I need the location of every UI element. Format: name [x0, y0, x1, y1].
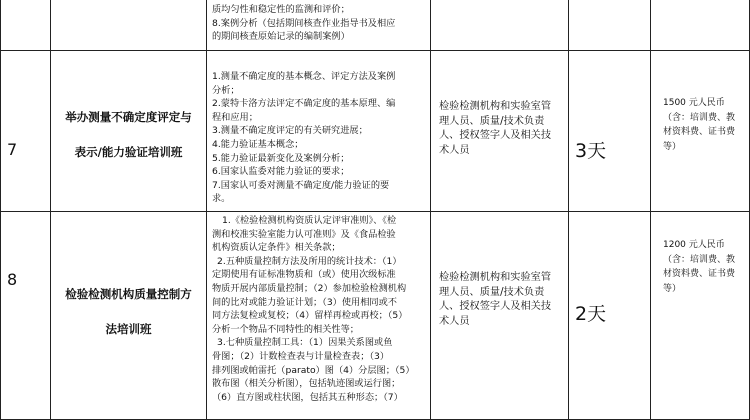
content-line: 2.五种质量控制方法及所用的统计技术：（1）	[217, 255, 402, 267]
fee-line: 1200 元人民币	[663, 240, 725, 250]
course-name-line: 表示/能力验证培训班	[74, 145, 183, 159]
content-line: 的期间核查原始记录的编制案例）	[212, 31, 350, 43]
course-fee	[663, 96, 747, 154]
course-duration: 2天	[575, 303, 607, 325]
target-audience	[439, 271, 567, 329]
row-number: 7	[7, 140, 18, 159]
fee-line: 材资料费、证书费	[663, 269, 736, 279]
fee-line: 等）	[663, 283, 682, 294]
content-line: 同方法复检或复校；（4）留样再检或再校；（5）	[212, 310, 408, 322]
content-line: 排列图或帕雷托（parato）图（4）分层图；（5）	[212, 364, 415, 376]
content-line: 程和应用；	[212, 111, 258, 123]
content-line: 7.国家认可委对测量不确定度/能力验证的要	[212, 179, 390, 191]
audience-line: 理人员、质量/技术负责	[439, 286, 545, 298]
top-row-content	[212, 3, 428, 44]
fee-line: 等）	[663, 141, 682, 152]
column-divider	[0, 0, 1, 420]
content-line: 质均匀性和稳定性的监测和评价；	[212, 4, 350, 15]
fee-line: （含：培训费、教	[663, 254, 736, 265]
content-line: 间的比对或能力验证计划；（3）使用相同或不	[212, 296, 397, 308]
content-line: 散布图（相关分析图），包括轨迹图或运行图；	[212, 378, 401, 390]
course-name-line: 举办测量不确定度评定与	[65, 110, 192, 124]
audience-line: 人、授权签字人及相关技	[439, 130, 552, 142]
column-divider	[206, 0, 207, 420]
course-duration: 3天	[575, 140, 607, 162]
content-line: 1.测量不确定度的基本概念、评定方法及案例	[212, 71, 396, 82]
row-divider	[0, 211, 750, 212]
content-line: 物质开展内部质量控制；（2）参加检验检测机构	[212, 282, 407, 294]
course-name	[51, 100, 206, 170]
audience-line: 人、授权签字人及相关技	[439, 301, 552, 313]
audience-line: 理人员、质量/技术负责	[439, 115, 545, 127]
target-audience	[439, 100, 567, 158]
column-divider	[568, 0, 569, 420]
column-divider	[50, 0, 51, 420]
course-fee	[663, 238, 747, 296]
content-line: 机构资质认定条件》相关条款；	[212, 242, 341, 254]
course-name	[51, 277, 206, 347]
content-line: 3.测量不确定度评定的有关研究进展；	[212, 125, 368, 137]
audience-line: 术人员	[439, 144, 470, 156]
content-line: 3.七种质量控制工具：（1）因果关系图或鱼	[217, 337, 393, 349]
content-line: 求。	[212, 193, 231, 205]
audience-line: 检验检测机构和实验室管	[439, 101, 552, 112]
audience-line: 术人员	[439, 315, 470, 327]
content-line: 1.《检验检测机构资质认定评审准则》、《检	[222, 215, 397, 226]
course-name-line: 法培训班	[105, 322, 152, 336]
content-line: 2.蒙特卡洛方法评定不确定度的基本原理、编	[212, 98, 396, 110]
content-line: 4.能力验证基本概念；	[212, 138, 304, 150]
content-line: 8.案例分析（包括期间核查作业指导书及相应	[212, 17, 396, 29]
content-line: 5.能力验证最新变化及案例分析；	[212, 152, 350, 164]
fee-line: 1500 元人民币	[663, 98, 725, 108]
fee-line: （含：培训费、教	[663, 112, 736, 123]
row-number: 8	[7, 270, 18, 289]
content-line: 定期使用有证标准物质和（或）使用次级标准	[212, 269, 396, 281]
column-divider	[650, 0, 651, 420]
content-line: 分析一个物品不同特性的相关性等；	[212, 323, 359, 335]
column-divider	[430, 0, 431, 420]
fee-line: 材资料费、证书费	[663, 127, 736, 137]
course-content	[212, 70, 428, 206]
content-line: 分析；	[212, 84, 240, 96]
course-content	[212, 214, 428, 404]
course-name-line: 检验检测机构质量控制方	[65, 287, 192, 301]
content-line: （6）直方图或柱状图，包括其五种形态；（7）	[212, 391, 403, 403]
content-line: 测和校准实验室能力认可准则》及《食品检验	[212, 228, 396, 240]
row-divider	[0, 50, 750, 51]
content-line: 骨图；（2）计数检查表与计量检查表；（3）	[212, 350, 390, 362]
content-line: 6.国家认监委对能力验证的要求；	[212, 166, 350, 178]
audience-line: 检验检测机构和实验室管	[439, 272, 552, 283]
